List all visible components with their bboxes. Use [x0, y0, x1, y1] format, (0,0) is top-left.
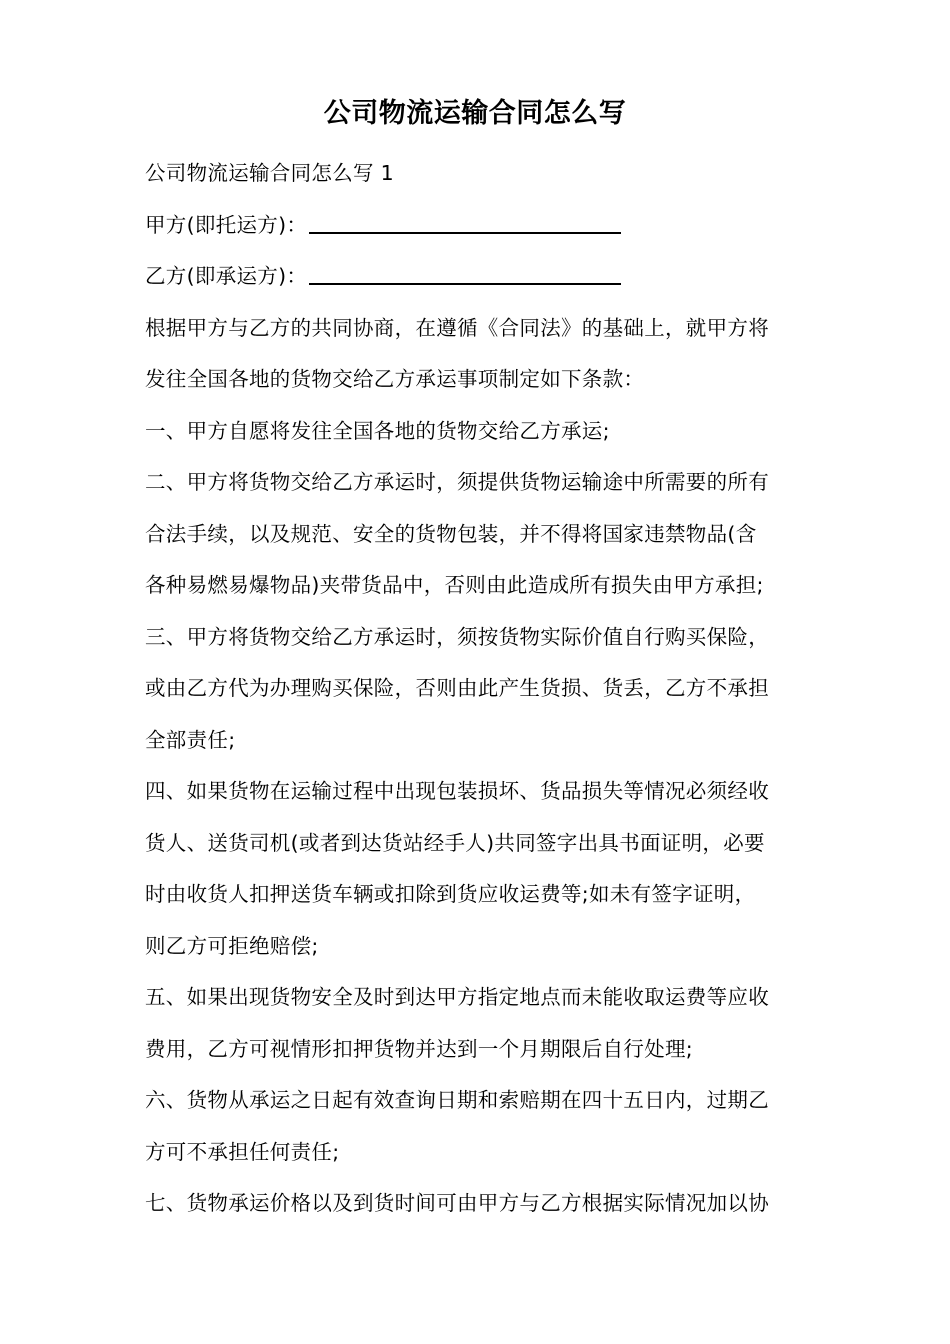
clause-3-cont: 全部责任;: [145, 727, 236, 752]
clause-5-cont: 费用，乙方可视情形扣押货物并达到一个月期限后自行处理;: [145, 1036, 694, 1061]
party-b-line: [145, 251, 825, 303]
body-line: 根据甲方与乙方的共同协商，在遵循《合同法》的基础上，就甲方将: [145, 315, 769, 340]
party-b-label: 乙方(即承运方)：: [145, 264, 308, 288]
clause-3: 三、甲方将货物交给乙方承运时，须按货物实际价值自行购买保险，: [145, 624, 769, 649]
clause-3-cont: 或由乙方代为办理购买保险，否则由此产生货损、货丢，乙方不承担: [145, 676, 769, 700]
party-b-blank: [309, 261, 621, 285]
party-a-label: 甲方(即托运方)：: [145, 212, 308, 237]
document-subtitle: 公司物流运输合同怎么写 1: [145, 161, 394, 185]
document-body: [145, 148, 825, 1230]
clause-6: 六、货物从承运之日起有效查询日期和索赔期在四十五日内，过期乙: [145, 1088, 769, 1112]
clause-2: 二、甲方将货物交给乙方承运时，须提供货物运输途中所需要的所有: [145, 470, 769, 494]
clause-4: 四、如果货物在运输过程中出现包装损坏、货品损失等情况必须经收: [145, 779, 769, 803]
clause-2-cont: 各种易燃易爆物品)夹带货品中，否则由此造成所有损失由甲方承担;: [145, 573, 764, 597]
clause-4-cont: 货人、送货司机(或者到达货站经手人)共同签字出具书面证明，必要: [145, 830, 765, 855]
body-line: 发往全国各地的货物交给乙方承运事项制定如下条款：: [145, 367, 645, 391]
party-a-line: [145, 200, 825, 252]
clause-7: 七、货物承运价格以及到货时间可由甲方与乙方根据实际情况加以协: [145, 1191, 769, 1215]
clause-5: 五、如果出现货物安全及时到达甲方指定地点而未能收取运费等应收: [145, 985, 769, 1009]
clause-6-cont: 方可不承担任何责任;: [145, 1139, 340, 1164]
clause-4-cont: 则乙方可拒绝赔偿;: [145, 933, 319, 958]
party-a-blank: [309, 210, 621, 234]
clause-1: 一、甲方自愿将发往全国各地的货物交给乙方承运;: [145, 418, 610, 443]
document-title: 公司物流运输合同怎么写: [323, 98, 627, 129]
clause-4-cont: 时由收货人扣押送货车辆或扣除到货应收运费等;如未有签字证明，: [145, 882, 756, 906]
clause-2-cont: 合法手续，以及规范、安全的货物包装，并不得将国家违禁物品(含: [145, 521, 757, 546]
